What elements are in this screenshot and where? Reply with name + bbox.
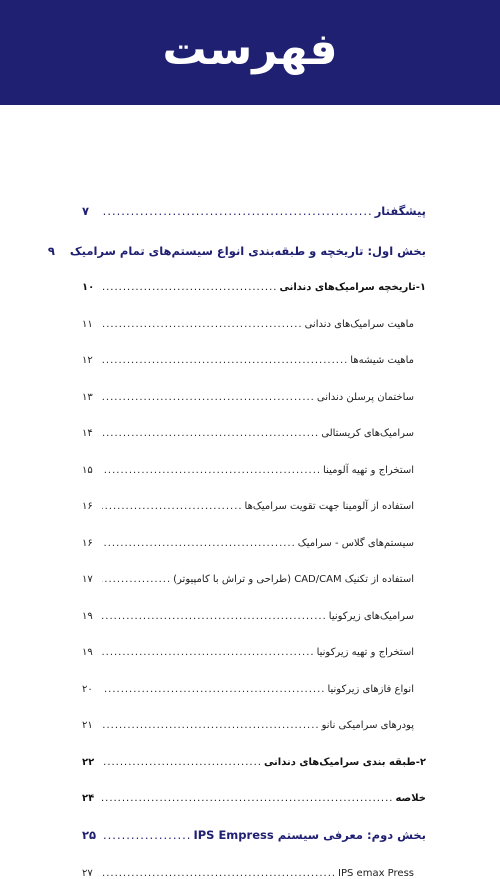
toc-page-number: ۱۵: [82, 464, 93, 476]
toc-entry-label: IPS emax Press: [338, 867, 414, 879]
toc-entry[interactable]: [82, 465, 426, 476]
table-of-contents: [47, 204, 426, 879]
toc-page-number: ۷: [82, 204, 90, 218]
toc-entry-label: سیستم‌های گلاس - سرامیک: [297, 537, 414, 549]
toc-page-number: ۱۲: [82, 355, 93, 366]
toc-leader: [102, 207, 373, 219]
toc-leader: [102, 721, 320, 731]
toc-leader: [102, 502, 243, 512]
toc-page-number: ۲۱: [82, 720, 93, 731]
toc-entry-label: انواع فازهای زیرکونیا: [327, 683, 414, 695]
page-title: فهرست: [162, 24, 338, 75]
toc-entry[interactable]: [82, 319, 426, 330]
toc-entry[interactable]: [47, 244, 426, 258]
toc-entry-label: استفاده از آلومینا جهت تقویت سرامیک‌ها: [244, 501, 414, 512]
toc-entry-label: سرامیک‌های کریستالی: [321, 428, 414, 439]
toc-entry[interactable]: [82, 574, 426, 585]
toc-entry-label: بخش دوم: معرفی سیستم IPS Empress: [193, 828, 426, 842]
toc-leader: [102, 575, 171, 585]
toc-page-number: ۱۹: [82, 647, 93, 658]
toc-page-number: ۲۵: [82, 828, 97, 842]
toc-leader: [102, 794, 393, 804]
toc-leader: [102, 283, 277, 293]
toc-entry-label: ۱-تاریخچه سرامیک‌های دندانی: [279, 282, 426, 293]
toc-page-number: ۲۰: [82, 683, 93, 695]
toc-page-number: ۹: [47, 244, 55, 258]
toc-entry-label: سرامیک‌های زیرکونیا: [328, 610, 414, 622]
toc-leader: [102, 685, 325, 695]
toc-entry-label: ۲-طبقه بندی سرامیک‌های دندانی: [263, 756, 426, 768]
toc-entry[interactable]: [82, 793, 426, 804]
toc-page-number: ۱۰: [82, 282, 95, 293]
toc-page-number: ۱۹: [82, 610, 93, 622]
toc-entry[interactable]: [82, 204, 426, 218]
toc-entry[interactable]: [82, 282, 426, 293]
toc-entry-label: خلاصه: [395, 793, 426, 804]
toc-leader: [102, 612, 327, 622]
toc-entry-label: بخش اول: تاریخچه و طبقه‌بندی انواع سیستم‌های تمام سرامیک: [69, 244, 426, 258]
toc-page-number: ۱۷: [82, 574, 93, 585]
toc-entry[interactable]: [82, 355, 426, 366]
toc-entry-label: پودرهای سرامیکی نانو: [321, 720, 414, 731]
toc-leader: [102, 758, 262, 768]
toc-entry-label: ساختمان پرسلن دندانی: [316, 391, 414, 403]
toc-entry[interactable]: [82, 501, 426, 512]
toc-page-number: ۱۳: [82, 391, 93, 403]
toc-entry[interactable]: [82, 647, 426, 658]
toc-entry-label: ماهیت سرامیک‌های دندانی: [304, 318, 414, 330]
toc-page-number: ۱۶: [82, 537, 93, 549]
toc-entry[interactable]: [82, 720, 426, 731]
toc-page-number: ۱۶: [82, 501, 93, 512]
toc-entry-label: استفاده از تکنیک CAD/CAM (طراحی و تراش با کامپیوتر): [173, 574, 414, 585]
toc-leader: [102, 539, 296, 549]
toc-leader: [102, 831, 191, 843]
toc-entry[interactable]: [82, 392, 426, 403]
toc-leader: [102, 648, 315, 658]
toc-entry[interactable]: [82, 868, 426, 879]
toc-leader: [102, 869, 336, 879]
toc-entry[interactable]: [82, 611, 426, 622]
toc-page-number: ۲۷: [82, 867, 93, 879]
toc-page-number: ۲۴: [82, 793, 95, 804]
toc-entry-label: استخراج و تهیه زیرکونیا: [316, 647, 414, 658]
toc-entry[interactable]: [82, 757, 426, 768]
toc-leader: [102, 320, 303, 330]
toc-entry[interactable]: [82, 684, 426, 695]
toc-entry-label: ماهیت شیشه‌ها: [350, 355, 414, 366]
toc-leader: [102, 466, 321, 476]
toc-page-number: ۲۲: [82, 756, 95, 768]
toc-entry-label: پیشگفتار: [374, 204, 426, 218]
toc-entry-label: استخراج و تهیه آلومینا: [323, 464, 414, 476]
toc-leader: [102, 429, 319, 439]
toc-entry[interactable]: [82, 428, 426, 439]
header-banner: [0, 0, 500, 105]
toc-entry[interactable]: [82, 538, 426, 549]
toc-entry[interactable]: [82, 828, 426, 842]
toc-leader: [102, 356, 348, 366]
toc-page-number: ۱۴: [82, 428, 93, 439]
toc-leader: [102, 393, 315, 403]
toc-page-number: ۱۱: [82, 318, 93, 330]
